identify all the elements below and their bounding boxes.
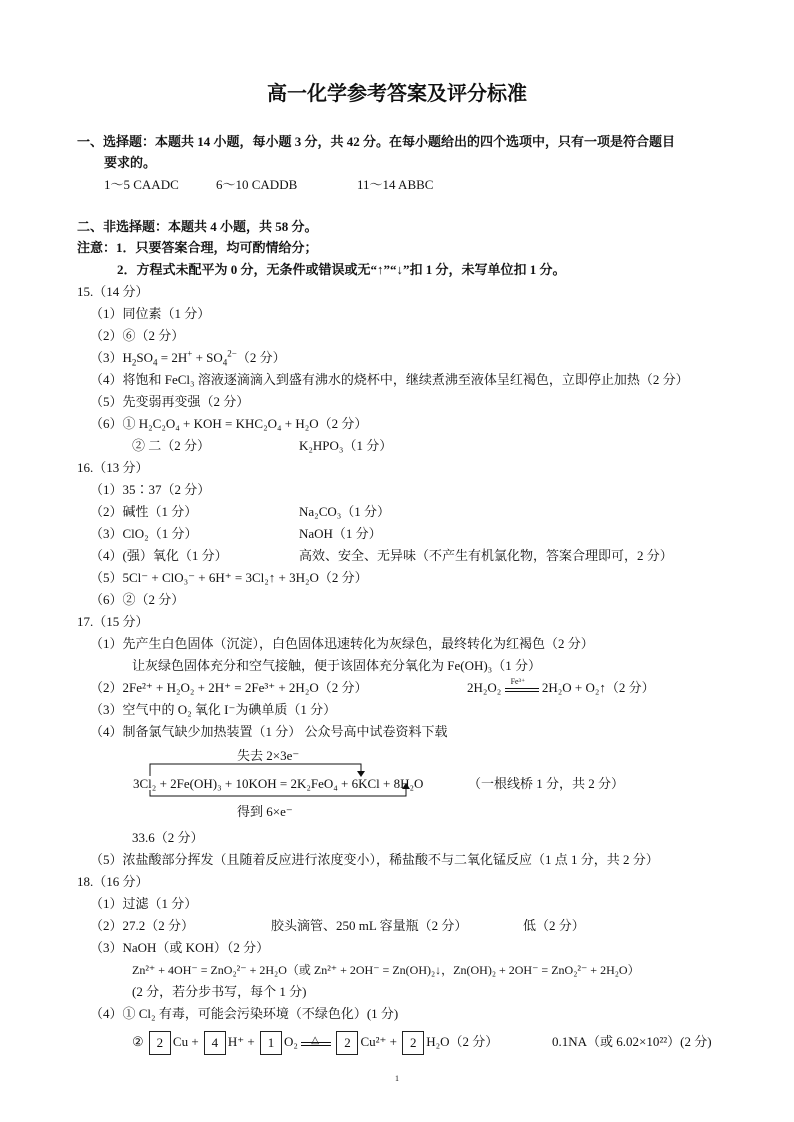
q17-1-b: 让灰绿色固体充分和空气接触，便于该固体充分氧化为 Fe(OH)₃（1 分） <box>132 658 541 673</box>
q16-1: （1）35∶37（2 分） <box>90 482 211 497</box>
q16-4: （4）(强）氧化（1 分） <box>90 548 228 563</box>
q17-heading: 17.（15 分） <box>77 614 149 629</box>
q17-2: （2）2Fe²⁺ + H₂O₂ + 2H⁺ = 2Fe³⁺ + 2H₂O（2 分） <box>90 680 368 695</box>
q17-5: （5）浓盐酸部分挥发（且随着反应进行浓度变小），稀盐酸不与二氧化锰反应（1 点 1 分，共 2 分） <box>90 852 659 867</box>
q16-2-b: Na₂CO₃（1 分） <box>299 504 391 519</box>
heat-arrow <box>301 1036 331 1050</box>
q16-heading: 16.（13 分） <box>77 460 149 475</box>
mc-answers-1-5: 1～5 CAADC <box>104 177 179 192</box>
q18-3-note: (2 分，若分步书写，每个 1 分) <box>132 984 307 999</box>
q18-4-2-tail: 0.1NA（或 6.02×10²²）(2 分) <box>552 1034 712 1049</box>
bridge-bottom-label: 得到 6×e⁻ <box>237 804 293 819</box>
q18-2-b: 胶头滴管、250 mL 容量瓶（2 分） <box>271 918 468 933</box>
q18-heading: 18.（16 分） <box>77 874 149 889</box>
bridge-top-label: 失去 2×3e⁻ <box>237 748 300 763</box>
q17-3: （3）空气中的 O₂ 氧化 I⁻为碘单质（1 分） <box>90 702 337 717</box>
q15-1: （1）同位素（1 分） <box>90 306 211 321</box>
q16-3-b: NaOH（1 分） <box>299 526 382 541</box>
q18-1: （1）过滤（1 分） <box>90 896 198 911</box>
page-number: 1 <box>395 1074 399 1083</box>
q18-2: （2）27.2（2 分） <box>90 918 195 933</box>
q15-6-2-b: K₂HPO₃（1 分） <box>299 438 393 453</box>
q17-2-b: 2H₂O₂ Fe³⁺ 2H₂O + O₂↑（2 分） <box>467 680 655 696</box>
q16-4-b: 高效、安全、无异味（不产生有机氯化物，答案合理即可，2 分） <box>299 548 673 563</box>
coef-box: 1 <box>260 1031 282 1055</box>
q16-6: （6）②（2 分） <box>90 592 185 607</box>
q18-4: （4）① Cl₂ 有毒，可能会污染环境（不绿色化）(1 分) <box>90 1006 399 1021</box>
page-title: 高一化学参考答案及评分标准 <box>267 83 527 105</box>
coef-box: 2 <box>336 1031 358 1055</box>
q15-5: （5）先变弱再变强（2 分） <box>90 394 250 409</box>
heat-label: △ <box>311 1035 319 1047</box>
q18-3: （3）NaOH（或 KOH）（2 分） <box>90 940 270 955</box>
q15-heading: 15.（14 分） <box>77 284 149 299</box>
coef-box: 4 <box>204 1031 226 1055</box>
q17-4: （4）制备氯气缺少加热装置（1 分） 公众号高中试卷资料下载 <box>90 724 448 739</box>
redox-equation: 3Cl₂ + 2Fe(OH)₃ + 10KOH = 2K₂FeO₄ + 6KCl + 8H₂O <box>133 776 424 791</box>
note-2: 2．方程式未配平为 0 分，无条件或错误或无“↑”“↓”扣 1 分，未写单位扣 1 分。 <box>117 262 566 277</box>
q18-2-c: 低（2 分） <box>523 918 585 933</box>
q15-6-2: ② 二（2 分） <box>132 438 211 453</box>
section1-heading-cont: 要求的。 <box>104 155 157 170</box>
coef-box: 2 <box>402 1031 424 1055</box>
note-1: 注意：1．只要答案合理，均可酌情给分； <box>77 240 318 255</box>
q16-2: （2）碱性（1 分） <box>90 504 198 519</box>
q15-6: （6）① H₂C₂O₄ + KOH = KHC₂O₄ + H₂O（2 分） <box>90 416 368 431</box>
q17-1: （1）先产生白色固体（沉淀），白色固体迅速转化为灰绿色，最终转化为红褐色（2 分） <box>90 636 594 651</box>
mc-answers-11-14: 11～14 ABBC <box>357 177 434 192</box>
q18-3-equation: Zn²⁺ + 4OH⁻ = ZnO₂²⁻ + 2H₂O（或 Zn²⁺ + 2OH⁻ = Zn(OH)₂↓，Zn(OH)₂ + 2OH⁻ = ZnO₂²⁻ + 2H₂O） <box>132 963 640 977</box>
redox-equation-note: （一根线桥 1 分，共 2 分） <box>468 776 625 791</box>
q16-3: （3）ClO₂（1 分） <box>90 526 198 541</box>
mc-answers-6-10: 6～10 CADDB <box>216 177 298 192</box>
q15-3: $(3)H_2SO_4 = 2H^+ + SO_4^{2-}(2$ 分） <box>90 348 286 368</box>
catalyst-arrow <box>505 677 539 696</box>
section1-heading: 一、选择题：本题共 14 小题，每小题 3 分，共 42 分。在每小题给出的四个选项中，只有一项是符合题目 <box>77 134 676 149</box>
catalyst-label: Fe³⁺ <box>510 677 526 687</box>
q15-2: （2）⑥（2 分） <box>90 328 185 343</box>
q17-4-answer: 33.6（2 分） <box>132 830 204 845</box>
q16-5: （5）5Cl⁻ + ClO₃⁻ + 6H⁺ = 3Cl₂↑ + 3H₂O（2 分） <box>90 570 368 585</box>
q15-4: （4）将饱和 FeCl₃ 溶液逐滴滴入到盛有沸水的烧杯中，继续煮沸至液体呈红褐色，立即停止加热（2 分） <box>90 372 689 387</box>
coef-box: 2 <box>149 1031 171 1055</box>
q18-4-2-equation: ② 2 Cu + 4 H⁺ + 1 O₂ △ 2 Cu²⁺ + 2 H₂O（2 分） <box>132 1030 498 1055</box>
section2-heading: 二、非选择题：本题共 4 小题，共 58 分。 <box>77 219 318 234</box>
